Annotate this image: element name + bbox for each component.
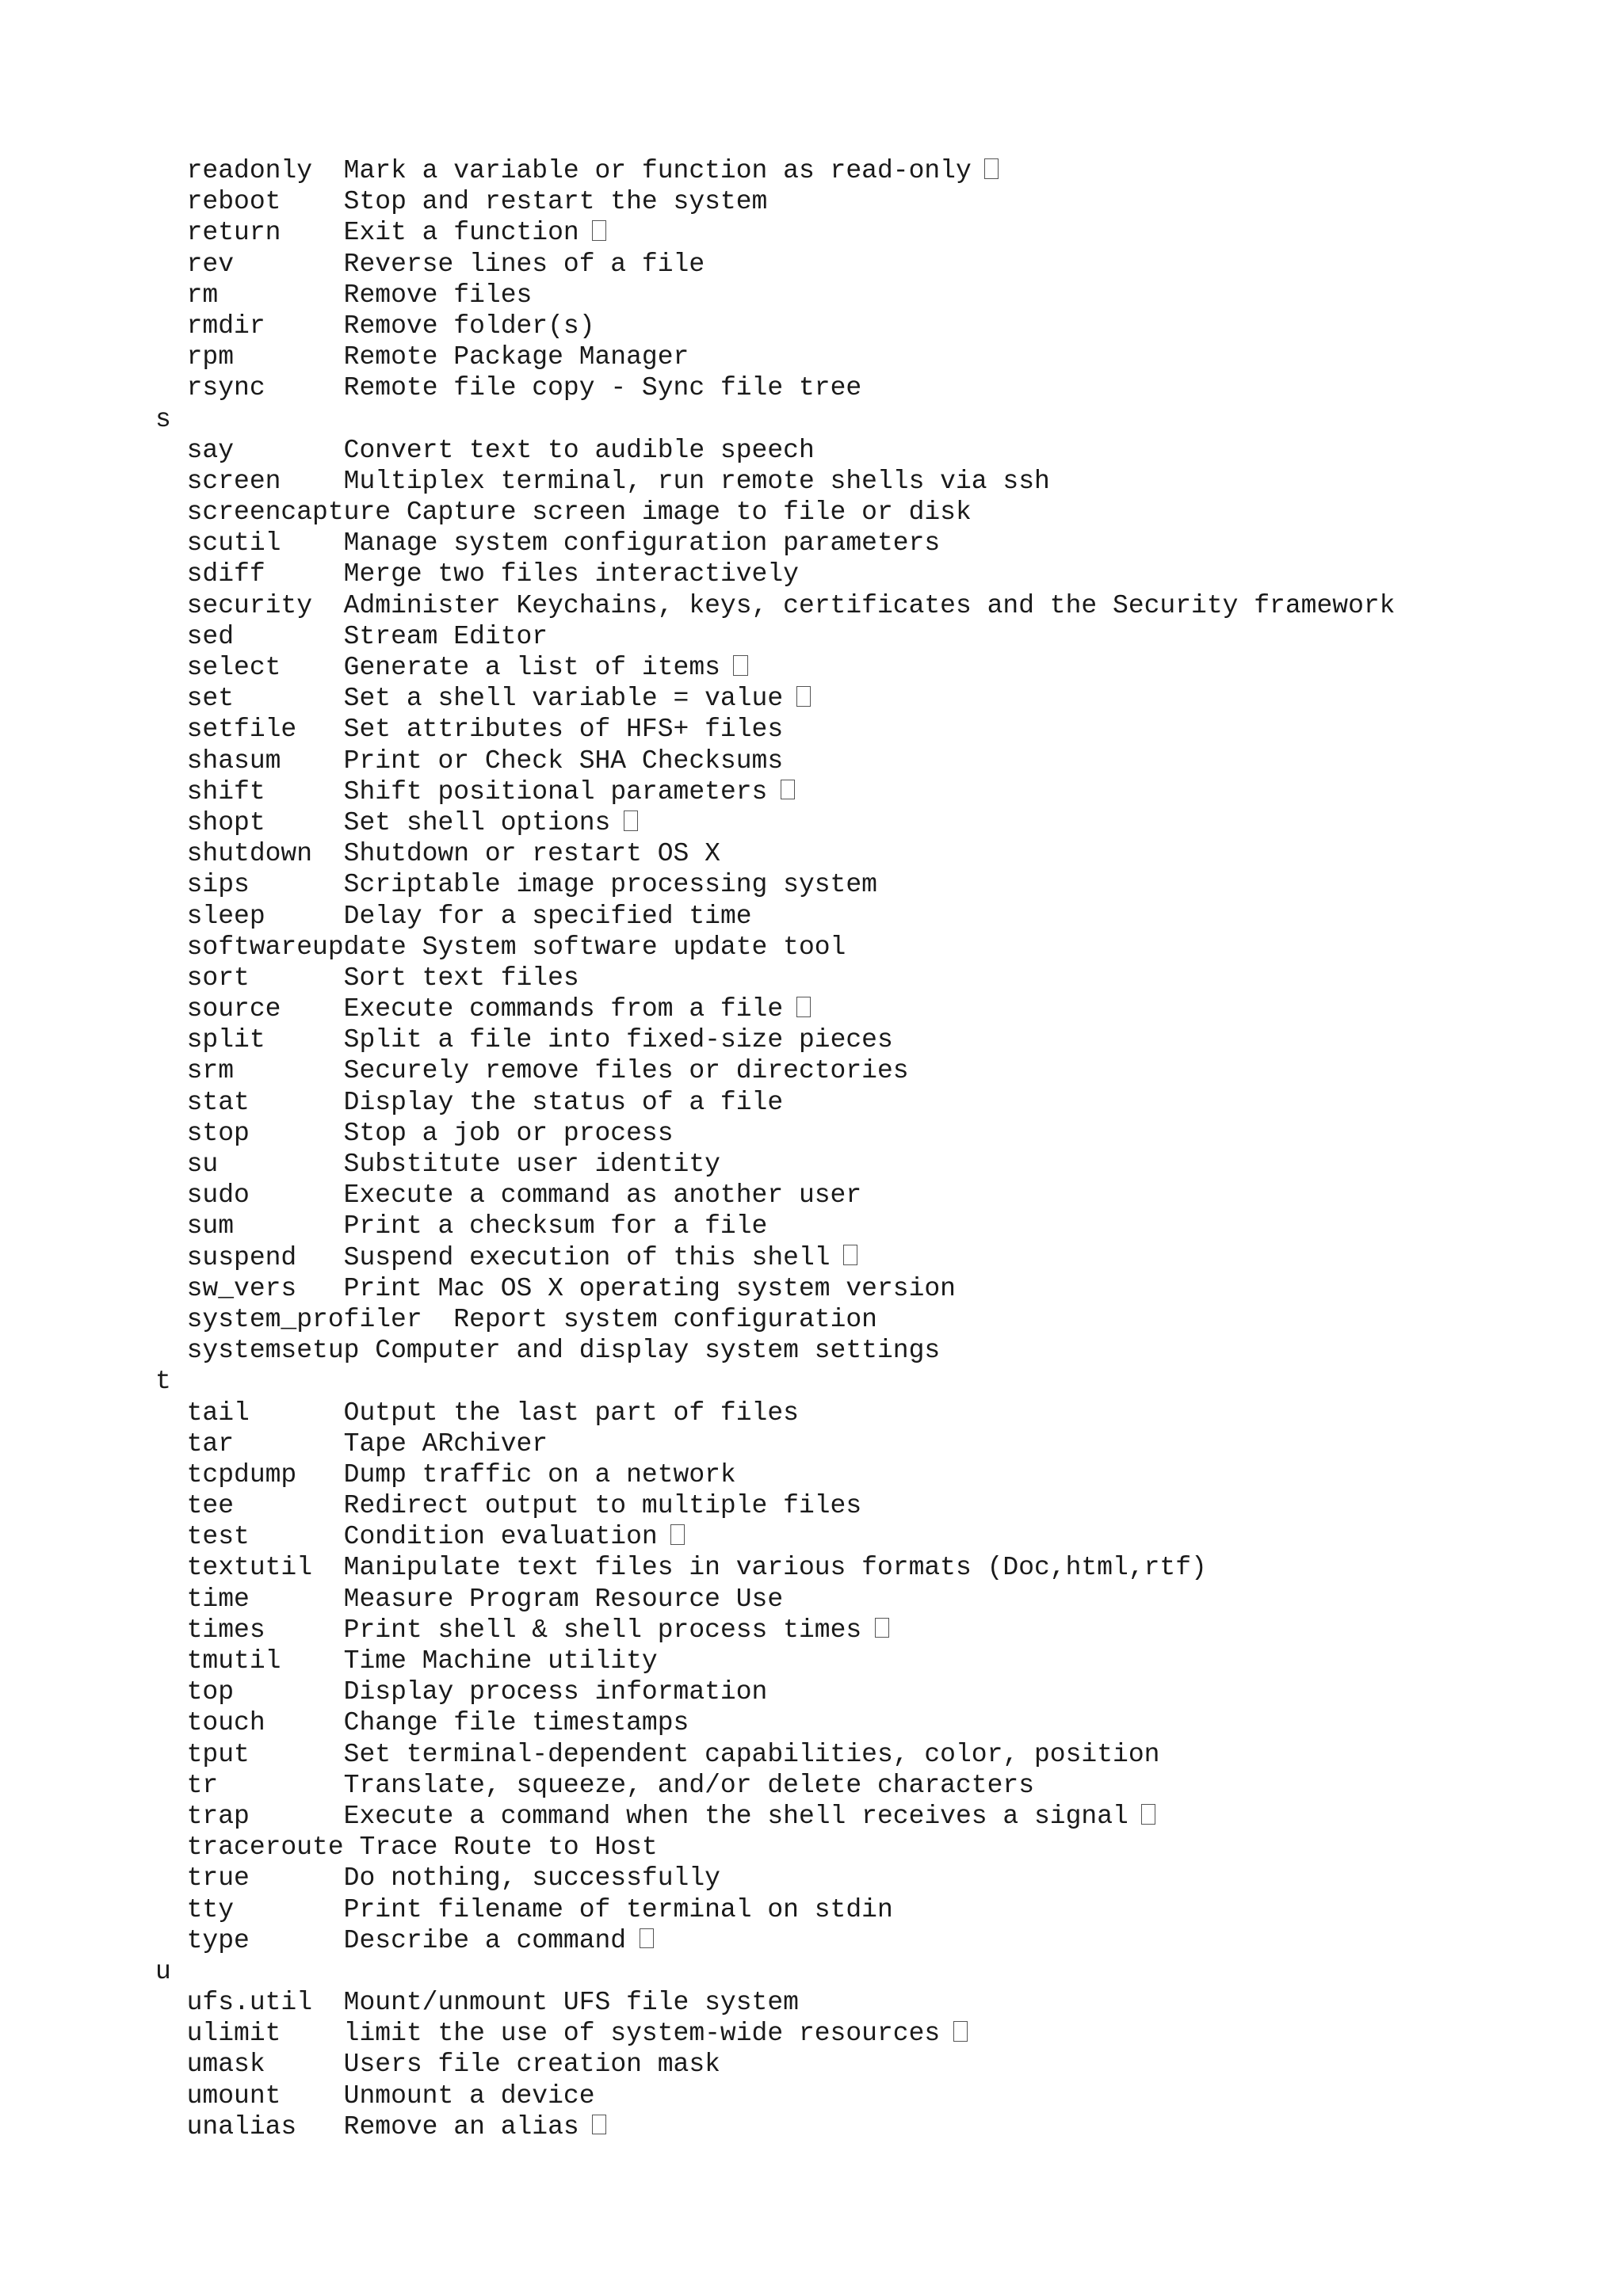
command-description: Report system configuration — [437, 1304, 877, 1334]
builtin-marker-icon — [875, 1618, 889, 1638]
command-name: tty — [186, 1894, 235, 1924]
command-description: Exit a function — [343, 218, 579, 248]
command-name: source — [186, 994, 281, 1024]
command-name: sum — [186, 1211, 235, 1241]
builtin-marker-icon — [796, 686, 811, 707]
command-description: Execute a command as another user — [343, 1180, 862, 1211]
command-name: shift — [186, 776, 265, 807]
command-entry — [155, 1646, 1598, 1676]
command-name: tcpdump — [186, 1459, 297, 1489]
command-description: Suspend execution of this shell — [343, 1242, 831, 1272]
builtin-marker-icon — [640, 1928, 654, 1949]
command-entry — [155, 2081, 1598, 2111]
command-name: tail — [186, 1398, 250, 1428]
command-entry — [155, 311, 1598, 341]
command-name: sudo — [186, 1180, 250, 1211]
command-entry — [155, 746, 1598, 776]
command-name: suspend — [186, 1242, 297, 1272]
command-entry — [155, 1894, 1598, 1925]
command-entry — [155, 1055, 1598, 1086]
command-entry — [155, 497, 1598, 528]
command-description: Unmount a device — [343, 2081, 595, 2111]
command-description: Generate a list of items — [343, 653, 720, 682]
command-entry — [155, 466, 1598, 497]
command-entry — [155, 1739, 1598, 1770]
command-description: Substitute user identity — [343, 1150, 720, 1179]
command-name: tmutil — [186, 1646, 281, 1676]
command-name: setfile — [186, 715, 297, 745]
command-entry — [155, 1087, 1598, 1118]
command-entry — [155, 1211, 1598, 1241]
command-entry — [155, 341, 1598, 372]
command-description: Remote Package Manager — [343, 342, 689, 372]
command-description: Set a shell variable = value — [343, 684, 784, 714]
command-entry — [155, 1335, 1598, 1366]
command-name: textutil — [186, 1553, 313, 1583]
command-name: scutil — [186, 528, 281, 559]
builtin-marker-icon — [781, 780, 795, 800]
command-name: times — [186, 1615, 265, 1645]
command-entry — [155, 1459, 1598, 1490]
command-entry — [155, 1490, 1598, 1521]
command-description: Stream Editor — [343, 621, 548, 651]
command-name: rpm — [186, 342, 235, 372]
command-entry — [155, 1024, 1598, 1055]
command-name: shopt — [186, 807, 265, 837]
command-description: Execute commands from a file — [343, 994, 784, 1024]
command-description: Redirect output to multiple files — [343, 1491, 862, 1521]
command-name: time — [186, 1584, 250, 1614]
command-entry — [155, 1615, 1598, 1646]
command-entry — [155, 1304, 1598, 1335]
command-name: tar — [186, 1428, 235, 1459]
command-description: Sort text files — [343, 963, 579, 993]
command-entry — [155, 621, 1598, 652]
command-entry — [155, 1832, 1598, 1863]
command-entry — [155, 932, 1598, 963]
builtin-marker-icon — [953, 2021, 968, 2042]
command-description: Display process information — [343, 1677, 768, 1707]
command-name: test — [186, 1522, 250, 1552]
command-description: Do nothing, successfully — [343, 1863, 720, 1894]
command-description: Securely remove files or directories — [343, 1056, 909, 1086]
command-name: srm — [186, 1056, 235, 1086]
command-description: Reverse lines of a file — [343, 249, 705, 279]
command-name: screencapture — [186, 498, 391, 528]
command-description: Administer Keychains, keys, certificates and the Security framework — [343, 590, 1396, 620]
command-description: Execute a command when the shell receives a signal — [343, 1801, 1128, 1831]
command-description: Remove an alias — [343, 2111, 579, 2142]
command-description: Mark a variable or function as read-only — [343, 156, 972, 185]
command-entry — [155, 1242, 1598, 1273]
command-description: Shutdown or restart OS X — [343, 839, 720, 869]
builtin-marker-icon — [984, 158, 999, 179]
builtin-marker-icon — [624, 810, 638, 831]
command-description: Multiplex terminal, run remote shells via ssh — [343, 466, 1050, 496]
command-description: Set terminal-dependent capabilities, color, position — [343, 1739, 1160, 1769]
command-name: sips — [186, 870, 250, 900]
command-description: Split a file into fixed-size pieces — [343, 1025, 893, 1055]
command-entry — [155, 1863, 1598, 1894]
command-name: systemsetup — [186, 1336, 360, 1366]
command-entry — [155, 901, 1598, 932]
command-name: trap — [186, 1801, 250, 1831]
command-name: shutdown — [186, 839, 313, 869]
command-description: Condition evaluation — [343, 1522, 658, 1552]
command-entry — [155, 1552, 1598, 1583]
command-name: rm — [186, 280, 219, 310]
command-name: sort — [186, 963, 250, 993]
command-description: Describe a command — [343, 1925, 627, 1955]
command-entry — [155, 1987, 1598, 2018]
command-description: Output the last part of files — [343, 1398, 799, 1428]
command-entry — [155, 1801, 1598, 1832]
command-entry — [155, 2018, 1598, 2049]
command-description: Display the status of a file — [343, 1087, 784, 1117]
command-entry — [155, 155, 1598, 186]
command-name: security — [186, 590, 313, 620]
command-description: Remote file copy - Sync file tree — [343, 373, 862, 403]
command-description: Merge two files interactively — [343, 559, 799, 589]
command-entry — [155, 1925, 1598, 1956]
command-description: Print shell & shell process times — [343, 1615, 862, 1645]
command-entry — [155, 776, 1598, 807]
command-name: ufs.util — [186, 1988, 313, 2018]
command-description: Dump traffic on a network — [343, 1459, 736, 1489]
command-name: true — [186, 1863, 250, 1894]
command-description: Manage system configuration parameters — [343, 528, 941, 559]
command-entry — [155, 1398, 1598, 1428]
builtin-marker-icon — [1141, 1804, 1155, 1825]
command-name: select — [186, 653, 281, 682]
command-entry — [155, 528, 1598, 559]
command-entry — [155, 1180, 1598, 1211]
command-entry — [155, 280, 1598, 311]
command-name: rsync — [186, 373, 265, 403]
command-description: Scriptable image processing system — [343, 870, 877, 900]
command-entry — [155, 186, 1598, 217]
command-name: touch — [186, 1708, 265, 1738]
command-description: Mount/unmount UFS file system — [343, 1988, 799, 2018]
command-entry — [155, 1676, 1598, 1707]
command-description: Remove files — [343, 280, 533, 310]
command-description: Tape ARchiver — [343, 1428, 548, 1459]
command-description: Stop a job or process — [343, 1118, 674, 1148]
section-letter-s: s — [155, 404, 171, 434]
command-entry — [155, 2111, 1598, 2142]
command-name: ulimit — [186, 2019, 281, 2049]
command-entry — [155, 590, 1598, 621]
command-name: unalias — [186, 2111, 297, 2142]
command-name: top — [186, 1677, 235, 1707]
command-entry — [155, 1273, 1598, 1304]
command-description: Translate, squeeze, and/or delete characters — [343, 1770, 1034, 1800]
command-entry — [155, 963, 1598, 994]
command-name: sdiff — [186, 559, 265, 589]
command-description: Print filename of terminal on stdin — [343, 1894, 893, 1924]
command-entry — [155, 1770, 1598, 1801]
command-entry — [155, 807, 1598, 838]
command-entry — [155, 559, 1598, 589]
command-description: Measure Program Resource Use — [343, 1584, 784, 1614]
command-name: readonly — [186, 156, 313, 185]
command-entry — [155, 714, 1598, 745]
command-name: sw_vers — [186, 1273, 297, 1303]
builtin-marker-icon — [592, 2115, 606, 2135]
command-name: umask — [186, 2050, 265, 2080]
command-entry — [155, 838, 1598, 869]
command-name: set — [186, 684, 235, 714]
command-name: reboot — [186, 187, 281, 217]
command-name: sleep — [186, 901, 265, 931]
command-name: say — [186, 435, 235, 465]
command-entry — [155, 1428, 1598, 1459]
builtin-marker-icon — [670, 1524, 685, 1545]
command-entry — [155, 869, 1598, 900]
command-name: su — [186, 1150, 219, 1179]
command-name: return — [186, 218, 281, 248]
command-name: system_profiler — [186, 1304, 422, 1334]
command-entry — [155, 435, 1598, 466]
command-reference-page — [155, 155, 1598, 2142]
command-description: limit the use of system-wide resources — [343, 2019, 941, 2049]
command-description: Trace Route to Host — [359, 1833, 658, 1863]
command-name: sed — [186, 621, 235, 651]
command-name: tee — [186, 1491, 235, 1521]
command-description: Print Mac OS X operating system version — [343, 1273, 956, 1303]
command-description: Change file timestamps — [343, 1708, 689, 1738]
command-entry — [155, 372, 1598, 403]
command-description: Shift positional parameters — [343, 776, 768, 807]
section-letter-u: u — [155, 1956, 171, 1986]
command-entry — [155, 249, 1598, 280]
command-description: Time Machine utility — [343, 1646, 658, 1676]
command-entry — [155, 1521, 1598, 1552]
command-name: shasum — [186, 746, 281, 776]
section-letter-t: t — [155, 1367, 171, 1397]
command-description: Stop and restart the system — [343, 187, 768, 217]
command-entry — [155, 1118, 1598, 1149]
command-name: stat — [186, 1087, 250, 1117]
command-description: Print a checksum for a file — [343, 1211, 768, 1241]
command-description: Capture screen image to file or disk — [406, 498, 972, 528]
command-name: split — [186, 1025, 265, 1055]
command-name: rev — [186, 249, 235, 279]
builtin-marker-icon — [733, 655, 747, 676]
command-description: Print or Check SHA Checksums — [343, 746, 784, 776]
command-name: tr — [186, 1770, 219, 1800]
command-name: stop — [186, 1118, 250, 1148]
builtin-marker-icon — [592, 220, 606, 241]
command-entry — [155, 1584, 1598, 1615]
command-entry — [155, 683, 1598, 714]
command-entry — [155, 1707, 1598, 1738]
command-name: softwareupdate — [186, 932, 407, 962]
command-description: Users file creation mask — [343, 2050, 720, 2080]
command-description: Set attributes of HFS+ files — [343, 715, 784, 745]
command-entry — [155, 652, 1598, 683]
command-entry — [155, 1149, 1598, 1180]
command-entry — [155, 2049, 1598, 2080]
command-name: type — [186, 1925, 250, 1955]
command-description: Manipulate text files in various formats (Doc,html,rtf) — [343, 1553, 1207, 1583]
builtin-marker-icon — [843, 1245, 857, 1265]
command-description: Convert text to audible speech — [343, 435, 815, 465]
command-description: Delay for a specified time — [343, 901, 752, 931]
builtin-marker-icon — [796, 997, 811, 1017]
command-name: tput — [186, 1739, 250, 1769]
command-name: rmdir — [186, 311, 265, 341]
command-description: System software update tool — [422, 932, 846, 962]
command-name: traceroute — [186, 1833, 344, 1863]
command-description: Remove folder(s) — [343, 311, 595, 341]
command-description: Set shell options — [343, 807, 611, 837]
command-name: umount — [186, 2081, 281, 2111]
command-entry — [155, 994, 1598, 1024]
command-description: Computer and display system settings — [375, 1336, 941, 1366]
command-entry — [155, 217, 1598, 248]
command-name: screen — [186, 466, 281, 496]
